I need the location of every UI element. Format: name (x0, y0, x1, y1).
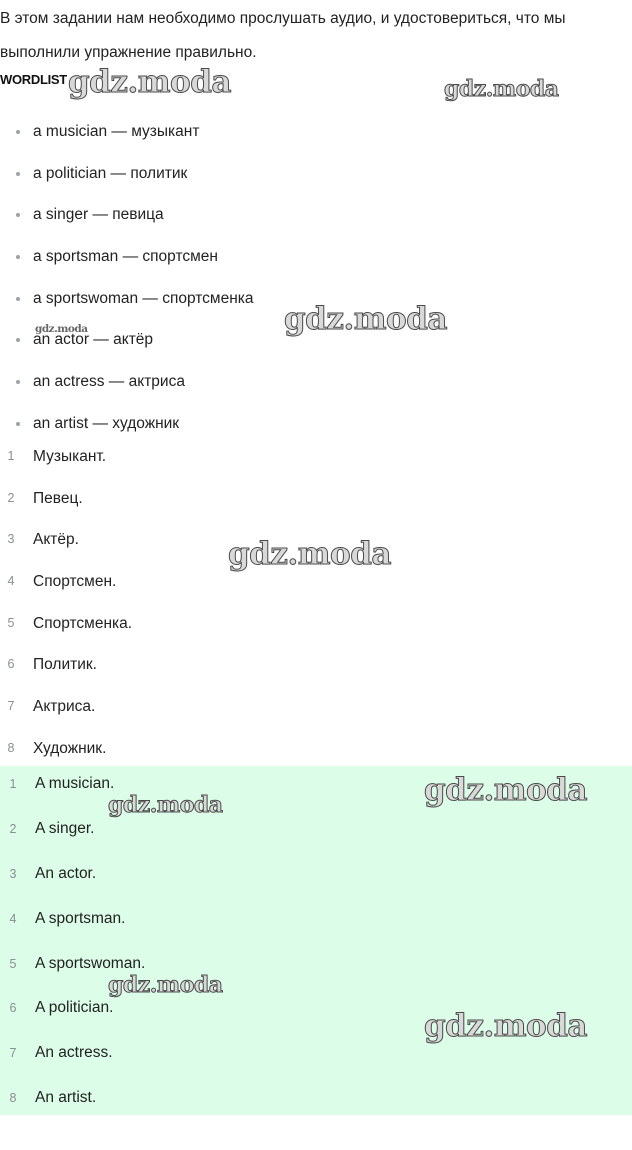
item-number: 4 (9, 911, 17, 926)
item-number: 1 (7, 449, 15, 463)
watermark-logo: gdz.moda (424, 1008, 587, 1044)
translation-text: Художник. (33, 739, 107, 757)
bullet-dot-icon (16, 255, 20, 259)
item-number: 2 (9, 821, 17, 836)
wordlist-item (0, 194, 632, 236)
answer-text: A singer. (35, 819, 95, 837)
answer-item (0, 811, 632, 856)
answer-text: A sportswoman. (35, 954, 146, 972)
bullet-dot-icon (16, 338, 20, 342)
item-number: 1 (9, 777, 17, 791)
item-number: 8 (7, 740, 15, 755)
wordlist-heading: WORDLIST (0, 72, 67, 87)
translation-text: Певец. (33, 489, 83, 507)
translation-item (0, 603, 632, 645)
wordlist-item-text: a sportswoman — спортсменка (33, 289, 254, 307)
wordlist-item (0, 153, 632, 195)
item-number: 4 (7, 574, 15, 589)
translation-text: Спортсмен. (33, 573, 117, 591)
watermark-logo: gdz.moda (35, 323, 88, 335)
bullet-dot-icon (16, 380, 20, 384)
answer-text: A musician. (35, 775, 115, 792)
translation-item (0, 686, 632, 728)
bullet-dot-icon (16, 213, 20, 217)
translation-text: Спортсменка. (33, 614, 133, 632)
wordlist-item-text: a musician — музыкант (33, 123, 200, 140)
answer-item (0, 856, 632, 901)
intro-paragraph: В этом задании нам необходимо прослушать аудио, и удостовериться, что мы выполнили упражнение правильно. (0, 10, 566, 61)
item-number: 3 (9, 866, 17, 881)
item-number: 6 (9, 1001, 17, 1016)
watermark-logo: gdz.moda (284, 301, 447, 337)
wordlist-item (0, 236, 632, 278)
bullet-dot-icon (16, 130, 20, 134)
answer-text: An actor. (35, 864, 97, 882)
wordlist-item-text: an artist — художник (33, 414, 180, 432)
answer-item (0, 1080, 632, 1125)
item-number: 7 (7, 699, 15, 714)
answer-item (0, 946, 632, 991)
wordlist-item (0, 111, 632, 153)
translation-list (0, 436, 632, 770)
wordlist-item (0, 361, 632, 403)
item-number: 3 (7, 532, 15, 547)
item-number: 2 (7, 490, 15, 505)
watermark-logo: gdz.moda (424, 772, 587, 808)
answer-list (0, 766, 632, 1125)
wordlist-item-text: a politician — политик (33, 164, 188, 182)
wordlist-item-text: a sportsman — спортсмен (33, 248, 218, 266)
answer-text: An actress. (35, 1044, 113, 1062)
answer-item (0, 901, 632, 946)
bullet-dot-icon (16, 172, 20, 176)
item-number: 5 (9, 956, 17, 971)
translation-text: Музыкант. (33, 448, 107, 465)
wordlist-item-text: an actress — актриса (33, 373, 185, 391)
watermark-logo: gdz.moda (228, 536, 391, 572)
answer-box (0, 766, 632, 1115)
answer-text: A politician. (35, 999, 114, 1017)
answer-text: An artist. (35, 1089, 97, 1107)
answer-text: A sportsman. (35, 909, 126, 927)
watermark-logo: gdz.moda (108, 792, 223, 818)
translation-item (0, 436, 632, 478)
translation-text: Политик. (33, 656, 97, 674)
item-number: 7 (9, 1046, 17, 1061)
item-number: 6 (7, 657, 15, 672)
translation-item (0, 644, 632, 686)
translation-text: Актёр. (33, 531, 79, 549)
watermark-logo: gdz.moda (444, 76, 559, 102)
wordlist-item-text: an actor — актёр (33, 331, 154, 349)
wordlist-list (0, 111, 632, 445)
watermark-logo: gdz.moda (68, 64, 231, 100)
watermark-logo: gdz.moda (108, 972, 223, 998)
item-number: 5 (7, 615, 15, 630)
bullet-dot-icon (16, 422, 20, 426)
translation-item (0, 478, 632, 520)
item-number: 8 (9, 1091, 17, 1106)
bullet-dot-icon (16, 297, 20, 301)
translation-text: Актриса. (33, 698, 96, 716)
wordlist-item-text: a singer — певица (33, 206, 164, 224)
translation-item (0, 728, 632, 770)
